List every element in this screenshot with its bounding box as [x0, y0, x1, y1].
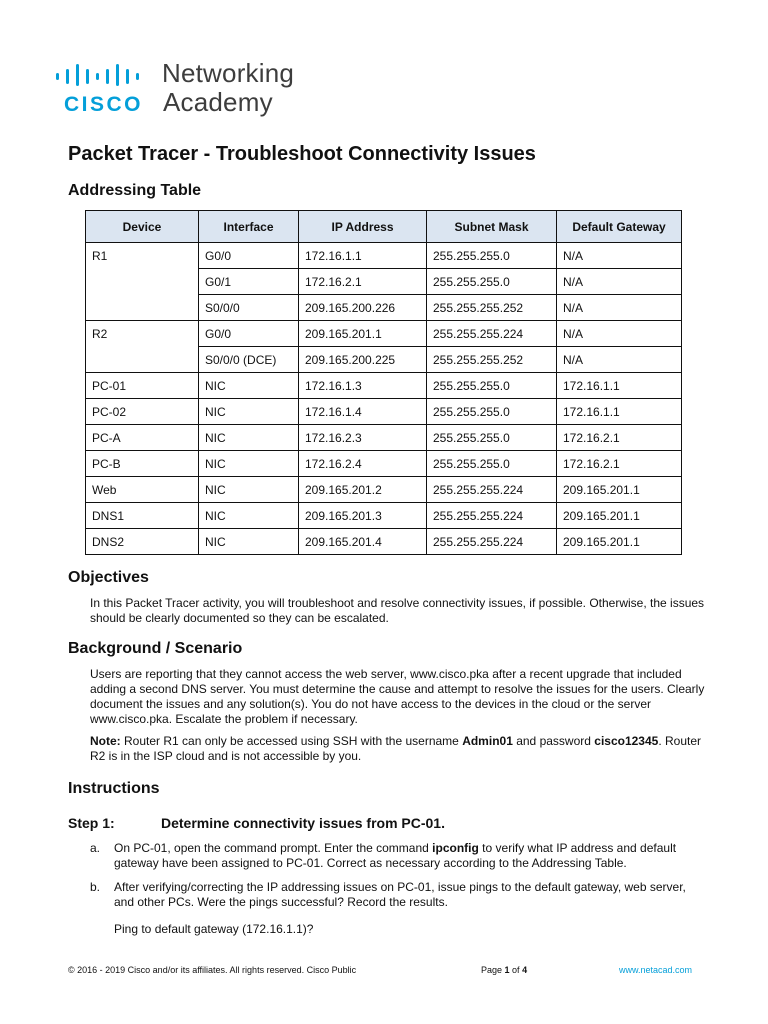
- cell-mask: 255.255.255.224: [427, 529, 557, 555]
- cell-mask: 255.255.255.0: [427, 243, 557, 269]
- cell-gateway: N/A: [557, 295, 682, 321]
- logo-academy: Academy: [163, 87, 273, 117]
- cell-interface: G0/0: [199, 321, 299, 347]
- cell-device: PC-02: [86, 399, 199, 425]
- table-row: [86, 425, 682, 451]
- cell-device: DNS2: [86, 529, 199, 555]
- header-mask: Subnet Mask: [427, 211, 557, 243]
- list-letter: b.: [90, 880, 101, 894]
- cisco-networking-academy-logo: [55, 58, 315, 122]
- cell-device: [86, 295, 199, 321]
- cell-gateway: 172.16.2.1: [557, 451, 682, 477]
- footer-copyright: © 2016 - 2019 Cisco and/or its affiliates. All rights reserved. Cisco Public: [68, 965, 357, 975]
- table-row: [86, 477, 682, 503]
- table-row: [86, 243, 682, 269]
- cell-gateway: N/A: [557, 347, 682, 373]
- cell-device: R2: [86, 321, 199, 347]
- cell-gateway: 209.165.201.1: [557, 529, 682, 555]
- note-label: Note:: [90, 734, 121, 748]
- table-row: [86, 321, 682, 347]
- cell-mask: 255.255.255.252: [427, 295, 557, 321]
- cell-interface: NIC: [199, 503, 299, 529]
- page-num: 1: [504, 965, 510, 975]
- cisco-bars-icon: [55, 64, 153, 86]
- cell-gateway: 172.16.1.1: [557, 399, 682, 425]
- cell-mask: 255.255.255.0: [427, 373, 557, 399]
- objectives-text: In this Packet Tracer activity, you will troubleshoot and resolve connectivity issues, if possible. Otherwise, the issues should be clearly documented so they can be escalated.: [90, 596, 705, 625]
- cell-device: [86, 347, 199, 373]
- footer-site-link[interactable]: www.netacad.com: [619, 965, 693, 975]
- item-a-post: to verify what IP address and default gateway have been assigned to PC-01. Correct as necessary according to the Addressing Table.: [114, 841, 677, 870]
- cell-interface: NIC: [199, 477, 299, 503]
- cell-mask: 255.255.255.252: [427, 347, 557, 373]
- cell-gateway: N/A: [557, 243, 682, 269]
- header-ip: IP Address: [299, 211, 427, 243]
- cell-ip: 209.165.201.4: [299, 529, 427, 555]
- cell-interface: NIC: [199, 399, 299, 425]
- cell-device: PC-01: [86, 373, 199, 399]
- cell-ip: 209.165.201.1: [299, 321, 427, 347]
- cell-interface: NIC: [199, 529, 299, 555]
- note-text-b: and password: [512, 734, 595, 748]
- cell-device: R1: [86, 243, 199, 269]
- objectives-heading: Objectives: [68, 569, 149, 586]
- cell-ip: 209.165.200.225: [299, 347, 427, 373]
- cell-interface: S0/0/0 (DCE): [199, 347, 299, 373]
- cell-ip: 172.16.1.1: [299, 243, 427, 269]
- table-row: [86, 269, 682, 295]
- page-pre: Page: [481, 965, 505, 975]
- ping-question: Ping to default gateway (172.16.1.1)?: [114, 922, 314, 936]
- cell-interface: G0/0: [199, 243, 299, 269]
- table-row: [86, 373, 682, 399]
- cell-interface: S0/0/0: [199, 295, 299, 321]
- cell-gateway: N/A: [557, 269, 682, 295]
- page-total: 4: [522, 965, 528, 975]
- background-note: [90, 734, 710, 764]
- cell-ip: 172.16.1.4: [299, 399, 427, 425]
- list-letter: a.: [90, 841, 101, 855]
- cell-interface: NIC: [199, 373, 299, 399]
- cell-ip: 209.165.201.2: [299, 477, 427, 503]
- cell-ip: 172.16.2.3: [299, 425, 427, 451]
- addressing-heading: Addressing Table: [68, 182, 202, 199]
- list-item-a: [90, 841, 700, 873]
- table-header-row: [86, 211, 682, 243]
- cell-ip: 172.16.2.1: [299, 269, 427, 295]
- background-text: Users are reporting that they cannot access the web server, www.cisco.pka after a recent upgrade that included adding a second DNS server. You must determine the cause and attempt to resolve the issues for the users. Clearly document the issues and any solution(s). You do not have access to the devices in the cloud or the server www.cisco.pka. Escalate the problem if necessary.: [90, 667, 705, 726]
- cell-mask: 255.255.255.0: [427, 451, 557, 477]
- table-row: [86, 347, 682, 373]
- table-row: [86, 529, 682, 555]
- step-title: Determine connectivity issues from PC-01.: [161, 815, 445, 831]
- cell-device: PC-A: [86, 425, 199, 451]
- cell-mask: 255.255.255.224: [427, 321, 557, 347]
- addressing-table: [85, 210, 682, 555]
- table-row: [86, 399, 682, 425]
- note-text-c: . Router R2 is in the ISP cloud and is not accessible by you.: [90, 734, 702, 763]
- header-gateway: Default Gateway: [557, 211, 682, 243]
- cell-device: PC-B: [86, 451, 199, 477]
- header-interface: Interface: [199, 211, 299, 243]
- list-text: [114, 841, 704, 871]
- instructions-heading: Instructions: [68, 780, 160, 797]
- cell-gateway: 172.16.2.1: [557, 425, 682, 451]
- cell-gateway: 172.16.1.1: [557, 373, 682, 399]
- ipconfig-command: ipconfig: [432, 841, 479, 855]
- cell-mask: 255.255.255.224: [427, 477, 557, 503]
- list-text: After verifying/correcting the IP addressing issues on PC-01, issue pings to the default gateway, web server, and other PCs. Were the pings successful? Record the results.: [114, 880, 686, 909]
- cell-mask: 255.255.255.0: [427, 425, 557, 451]
- cell-ip: 209.165.200.226: [299, 295, 427, 321]
- step-number: Step 1:: [68, 815, 115, 831]
- item-a-pre: On PC-01, open the command prompt. Enter the command: [114, 841, 433, 855]
- cell-interface: NIC: [199, 425, 299, 451]
- table-row: [86, 295, 682, 321]
- list-item-b: [90, 880, 700, 912]
- footer-page-number: [481, 965, 527, 975]
- note-text-a: Router R1 can only be accessed using SSH with the username: [120, 734, 463, 748]
- cell-device: Web: [86, 477, 199, 503]
- cell-ip: 209.165.201.3: [299, 503, 427, 529]
- page-mid: of: [509, 965, 523, 975]
- cell-ip: 172.16.1.3: [299, 373, 427, 399]
- table-row: [86, 503, 682, 529]
- step-1-heading: [68, 815, 445, 831]
- cell-ip: 172.16.2.4: [299, 451, 427, 477]
- cell-device: [86, 269, 199, 295]
- cell-mask: 255.255.255.0: [427, 269, 557, 295]
- cell-mask: 255.255.255.224: [427, 503, 557, 529]
- cell-device: DNS1: [86, 503, 199, 529]
- cell-gateway: N/A: [557, 321, 682, 347]
- header-device: Device: [86, 211, 199, 243]
- table-row: [86, 451, 682, 477]
- page-title: Packet Tracer - Troubleshoot Connectivity Issues: [68, 143, 536, 165]
- cisco-wordmark: CISCO: [64, 93, 144, 116]
- note-username: Admin01: [462, 734, 513, 748]
- cell-interface: G0/1: [199, 269, 299, 295]
- logo-networking: Networking: [162, 58, 295, 88]
- note-password: cisco12345: [594, 734, 659, 748]
- cell-gateway: 209.165.201.1: [557, 477, 682, 503]
- cell-gateway: 209.165.201.1: [557, 503, 682, 529]
- background-heading: Background / Scenario: [68, 640, 243, 657]
- cell-interface: NIC: [199, 451, 299, 477]
- cell-mask: 255.255.255.0: [427, 399, 557, 425]
